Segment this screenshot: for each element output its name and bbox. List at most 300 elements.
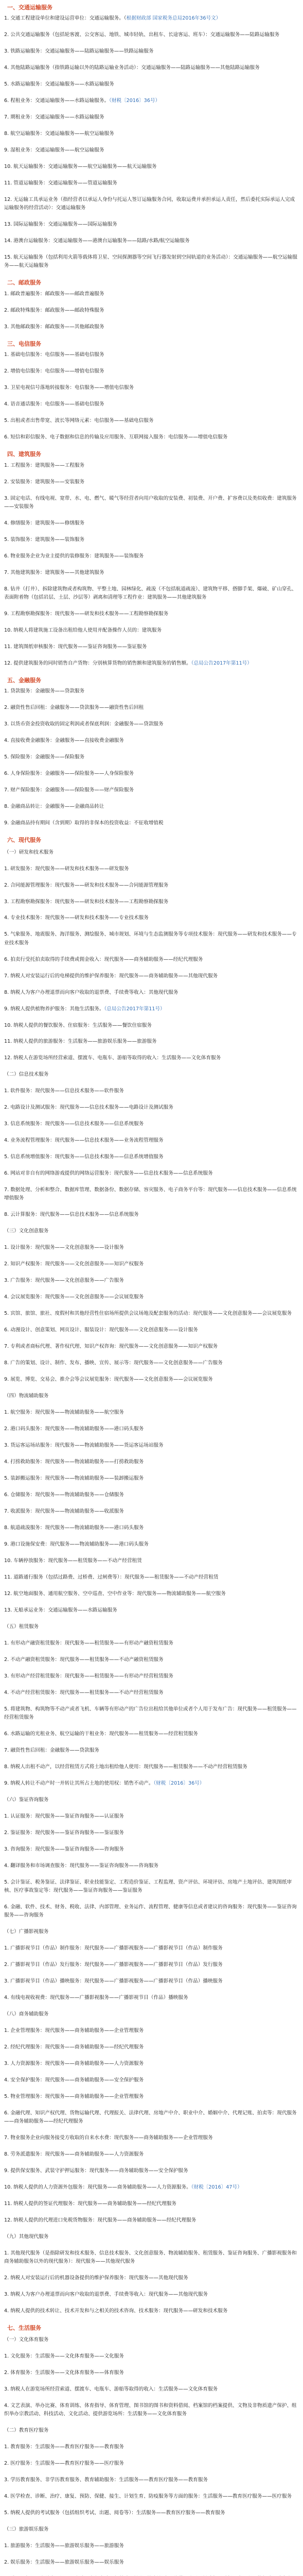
list-item xyxy=(4,659,299,668)
list-item xyxy=(4,1475,299,1483)
list-item xyxy=(4,2542,299,2550)
list-item xyxy=(4,1812,299,1821)
item-text: 1. 邮政普遍服务：邮政服务——邮政普遍服务 xyxy=(4,291,104,297)
item-text: 1. 基础电信服务：电信服务——基础电信服务 xyxy=(4,352,104,358)
list-item xyxy=(4,1491,299,1499)
list-item xyxy=(4,519,299,528)
subsection-heading xyxy=(4,2336,299,2344)
item-text: 9. 展览、博览、交易会、推介会等会议展览服务：现代服务——文化创意服务——会议展览服务 xyxy=(4,1377,213,1383)
item-text: 2. 知识产权服务：现代服务——文化创意服务——知识产权服务 xyxy=(4,1261,144,1267)
list-item xyxy=(4,1277,299,1285)
list-item xyxy=(4,1639,299,1648)
item-text: 9. 提供保安服务、武装守护押运服务：现代服务——商务辅助服务——安全保护服务 xyxy=(4,2168,188,2174)
item-text: （一）研发和技术服务 xyxy=(4,849,54,855)
list-item xyxy=(4,64,299,72)
list-item xyxy=(4,1260,299,1268)
item-text: 3. 有形动产经营租赁服务：现代服务——租赁服务——有形动产经营租赁服务 xyxy=(4,1673,173,1679)
item-text: 2. 医疗服务：生活服务——教育医疗服务——医疗服务 xyxy=(4,2461,124,2467)
item-text: 4. 业务流程管理服务：现代服务——信息技术服务——业务流程管理服务 xyxy=(4,1138,164,1144)
list-item xyxy=(4,323,299,331)
list-item xyxy=(4,704,299,712)
list-item xyxy=(4,1293,299,1301)
item-text: 1. 广播影视节目（作品）制作服务：现代服务——广播影视服务——广播影视节目（作品）制作服务 xyxy=(4,1945,223,1952)
item-text: 9. 湿租业务：交通运输服务——航空运输服务 xyxy=(4,147,104,154)
list-item xyxy=(4,1944,299,1953)
item-text: 4. 有线电视收视费：现代服务——广播影视服务——广播影视节目（作品）播映服务 xyxy=(4,1995,188,2001)
list-item xyxy=(4,179,299,188)
list-item xyxy=(4,1104,299,1112)
item-text: 2. 体育服务：生活服务——文化体育服务——体育服务 xyxy=(4,2370,124,2376)
list-item xyxy=(4,2216,299,2225)
item-text: 6. 动漫设计、创意策划、网页设计、服装设计：现代服务——文化创意服务——设计服务 xyxy=(4,1327,198,1333)
item-text: 13. 国际运输服务：交通运输服务——国际运输服务 xyxy=(4,222,117,228)
item-text: 7. 收派服务：现代服务——物流辅助服务——收派服务 xyxy=(4,1509,124,1515)
item-text: 2. 不动产融资租赁服务：现代服务——租赁服务——不动产融资租赁服务 xyxy=(4,1657,164,1663)
item-text: 2. 安装服务：建筑服务——安装服务 xyxy=(4,479,85,485)
item-text: 4. 安全保护服务：现代服务——商务辅助服务——安全保护服务 xyxy=(4,2077,144,2083)
item-text: 6. 金融、软件、技术、财务、税收、法律、内部管理、业务运作、流程管理、健康等信息或者建议的咨询服务：现代服务——鉴证咨询服务——咨询服务 xyxy=(4,1904,297,1919)
item-text: （六）鉴证咨询服务 xyxy=(4,1797,49,1803)
list-item xyxy=(4,569,299,577)
list-item xyxy=(4,495,299,511)
list-item xyxy=(4,898,299,906)
item-text: 8. 云计算服务：现代服务——信息技术服务——信息系统服务 xyxy=(4,1212,139,1218)
list-item xyxy=(4,2307,299,2315)
list-item xyxy=(4,1689,299,1697)
item-text: 3. 纳税人为客户办理退票而向客户收取的退票费、手续费等收入：现代服务——其他现代服务 xyxy=(4,2292,208,2297)
item-text: 7. 期租业务：交通运输服务——水路运输服务 xyxy=(4,114,104,121)
list-item xyxy=(4,113,299,122)
item-text: 7. 纳税人对安装运行后的电梯提供的维护保养服务：现代服务——商务辅助服务——其他现代服务 xyxy=(4,973,218,979)
list-item xyxy=(4,2369,299,2377)
item-text: 4. 会议展览服务：现代服务——文化创意服务——会议展览服务 xyxy=(4,1294,144,1300)
item-text: 1. 设计服务：现代服务——文化创意服务——设计服务 xyxy=(4,1245,124,1251)
list-item xyxy=(4,1540,299,1549)
list-item xyxy=(4,720,299,728)
subsection-heading xyxy=(4,1227,299,1235)
subsection-heading xyxy=(4,1623,299,1631)
list-item xyxy=(4,2167,299,2175)
item-text: 2. 娱乐服务：生活服务——旅游娱乐服务——娱乐服务 xyxy=(4,2560,124,2566)
item-text: 3. 铁路运输服务：交通运输服务——陆路运输服务——铁路运输服务 xyxy=(4,48,154,55)
list-item xyxy=(4,1211,299,1219)
list-item xyxy=(4,2291,299,2299)
list-item xyxy=(4,47,299,56)
item-text: 10. 纳税人提供的餐饮服务、住宿服务：生活服务——餐饮住宿服务 xyxy=(4,1022,152,1028)
subsection-heading xyxy=(4,1392,299,1400)
section-title: 五、金融服务 xyxy=(7,676,41,684)
item-text: 2. 纳税人对安装运行后的机器设备提供的维护保养服务：现代服务——其他现代服务 xyxy=(4,2275,188,2281)
subsection-heading xyxy=(4,2010,299,2019)
list-item xyxy=(4,14,299,23)
list-item xyxy=(4,1376,299,1384)
list-item xyxy=(4,2076,299,2084)
section-title: 三、电信服务 xyxy=(7,340,41,347)
item-text: 2. 经纪代理服务：现代服务——商务辅助服务——经纪代理服务 xyxy=(4,2044,144,2050)
item-text: 9. 金融商品持有期间（含到期）取得的非保本的投资收益：不征收增值税 xyxy=(4,820,164,826)
item-text: 8. 航道疏浚服务：现代服务——物流辅助服务——港口码头服务 xyxy=(4,1525,144,1531)
item-text: 8. 钻井（打井）、拆除建筑物或者构筑物、平整土地、园林绿化、疏浚（不包括航道疏浚）、建筑物平移、搭脚手架、爆破、矿山穿孔、表面附着物（包括岩层、土层、沙层等）剥离和清理等工程作业：建筑服务——其他建筑服务 xyxy=(4,586,297,600)
item-text: 4. 其他陆路运输服务（指铁路运输以外的陆路运输业务活动）：交通运输服务——陆路运输服务——其他陆路运输服务 xyxy=(4,65,260,71)
item-text: 10. 纳税人将建筑施工设备出租给他人使用并配备操作人员的：建筑服务 xyxy=(4,627,162,633)
item-text: 6. 拍卖行受托拍卖取得的手续费或佣金收入：现代服务——商务辅助服务——经纪代理服务 xyxy=(4,956,203,962)
list-item xyxy=(4,2093,299,2101)
list-item xyxy=(4,2509,299,2517)
item-text: 11. 管道运输服务：交通运输服务——管道运输服务 xyxy=(4,180,117,187)
list-item xyxy=(4,1022,299,1030)
list-item xyxy=(4,1994,299,2002)
list-item xyxy=(4,914,299,922)
list-item xyxy=(4,146,299,155)
list-item xyxy=(4,552,299,561)
list-item xyxy=(4,1153,299,1161)
list-item xyxy=(4,2150,299,2159)
list-item xyxy=(4,1409,299,1417)
list-item xyxy=(4,972,299,980)
section-title: 七、生活服务 xyxy=(7,2324,41,2331)
item-text: 8. 航空运输服务：交通运输服务——航空运输服务 xyxy=(4,131,114,137)
list-item xyxy=(4,31,299,39)
item-text: （七）广播影视服务 xyxy=(4,1929,49,1935)
list-item xyxy=(4,97,299,105)
list-item xyxy=(4,585,299,602)
item-text: 7. 其他建筑服务：建筑服务——其他建筑服务 xyxy=(4,569,104,575)
item-text: 4. 纳税人提供的技术转让、技术开发和与之相关的技术咨询、技术服务：现代服务——研发和技术服务 xyxy=(4,2308,228,2314)
list-item xyxy=(4,221,299,229)
item-text: 7. 融资性售后回租：金融服务——贷款服务 xyxy=(4,1748,99,1754)
list-item xyxy=(4,1730,299,1738)
list-item xyxy=(4,1359,299,1367)
list-item xyxy=(4,536,299,544)
list-item xyxy=(4,819,299,827)
item-text: 6. 水路运输的光租业务、航空运输的干租业务：现代服务——租赁服务——经营租赁服务 xyxy=(4,1731,198,1737)
list-item xyxy=(4,2402,299,2418)
list-item xyxy=(4,1845,299,1854)
item-text: 4. 专业技术服务：现代服务——研发和技术服务——专业技术服务 xyxy=(4,915,149,921)
item-text: 5. 水路运输服务：交通运输服务——水路运输服务 xyxy=(4,81,114,88)
list-item xyxy=(4,163,299,171)
list-item xyxy=(4,1590,299,1598)
item-text: 2. 合同能源管理服务：现代服务——研发和技术服务——合同能源管理服务 xyxy=(4,882,169,888)
list-item xyxy=(4,1878,299,1895)
list-item xyxy=(4,1862,299,1870)
list-item xyxy=(4,1524,299,1532)
list-item xyxy=(4,1903,299,1920)
list-item xyxy=(4,1507,299,1516)
item-text: 8. 纳税人为客户办理退票而向客户收取的退票费、手续费等收入：其他现代服务 xyxy=(4,989,179,995)
item-text: 6. 物业服务企业为业主提供的装修服务：建筑服务——装饰服务 xyxy=(4,553,144,559)
list-item xyxy=(4,462,299,470)
list-item xyxy=(4,1763,299,1771)
item-text: 14. 港澳台运输服务：交通运输服务——港澳台运输服务——陆路/水路/航空运输服务 xyxy=(4,238,190,244)
item-text: 12. 无运输工具承运业务（指经营者以承运人身份与托运人签订运输服务合同，收取运费并承担承运人责任，然后委托实际承运人完成运输服务的经营活动）：交通运输服务 xyxy=(4,197,295,211)
item-text: 11. 纳税人提供的签证代理服务：现代服务——商务辅助服务——经纪代理服务 xyxy=(4,2200,176,2207)
subsection-heading xyxy=(4,1796,299,1804)
item-text: 1. 认证服务：现代服务——鉴证咨询服务——认证服务 xyxy=(4,1813,124,1819)
list-item xyxy=(4,1120,299,1128)
item-text: 3. 工程勘察勘探服务：现代服务——研发和技术服务——工程勘察勘探服务 xyxy=(4,899,169,905)
list-item xyxy=(4,80,299,89)
source-note: （财税〔2016〕36号） xyxy=(153,1781,205,1787)
list-item xyxy=(4,2200,299,2208)
item-text: 5. 装卸搬运服务：现代服务——物流辅助服务——装卸搬运服务 xyxy=(4,1476,144,1482)
item-text: 4. 翻译服务和市场调查服务：现代服务——鉴证咨询服务——咨询服务 xyxy=(4,1862,159,1869)
item-text: 8. 劳务派遣服务：现代服务——商务辅助服务——人力资源服务 xyxy=(4,2151,144,2158)
section xyxy=(4,3,299,270)
item-text: 12. 提供建筑服务的同时销售自产货物：分别核算货物的销售额和建筑服务的销售额。 xyxy=(4,660,191,666)
list-item xyxy=(4,1137,299,1145)
item-text: 9. 纳税人提供植物养护服务：其他生活服务。 xyxy=(4,1006,104,1012)
item-text: 3. 咨询服务：现代服务——鉴证咨询服务——咨询服务 xyxy=(4,1846,124,1852)
list-item xyxy=(4,130,299,138)
item-text: 5. 宾馆、旅馆、旅社、度假村和其他经营性住宿场所提供会议场地及配套服务的活动：现代服务——文化创意服务——会议展览服务 xyxy=(4,1311,292,1317)
list-item xyxy=(4,2558,299,2567)
item-text: 1. 贷款服务：金融服务——贷款服务 xyxy=(4,688,85,694)
list-item xyxy=(4,1425,299,1433)
list-item xyxy=(4,1977,299,1986)
list-item xyxy=(4,2183,299,2192)
item-text: 3. 学历教育服务、非学历教育服务、教育辅助服务：生活服务——教育医疗服务——教育服务 xyxy=(4,2477,208,2483)
list-item xyxy=(4,786,299,794)
item-text: 5. 纳税人提供的考试服务（包括组织考试、出题、阅卷等）：生活服务——教育医疗服务——教育服务 xyxy=(4,2510,225,2516)
item-text: 12. 纳税人提供的代理进口免税货物服务：现代服务——商务辅助服务——经纪代理服务 xyxy=(4,2217,197,2223)
item-text: 12. 航空地面服务、通用航空服务、空中巡查、空中作业等：现代服务——物流辅助服务——航空服务 xyxy=(4,1591,226,1597)
subsection-heading xyxy=(4,1071,299,1079)
item-text: 4. 打捞救助服务：现代服务——物流辅助服务——打捞救助服务 xyxy=(4,1459,144,1465)
list-item xyxy=(4,1326,299,1334)
list-item xyxy=(4,1005,299,1013)
list-item xyxy=(4,478,299,486)
item-text: 4. 直接收费金融服务：金融服务——直接收费金融服务 xyxy=(4,738,124,744)
item-text: （二）教育医疗服务 xyxy=(4,2428,49,2434)
item-text: 11. 纳税人提供的旅游服务：生活服务——旅游娱乐服务——旅游服务 xyxy=(4,1039,157,1045)
item-text: 3. 以货币资金投资收取的固定利润或者保底利润：金融服务——贷款服务 xyxy=(4,721,164,727)
list-item xyxy=(4,737,299,745)
item-text: （八）商务辅助服务 xyxy=(4,2011,49,2018)
list-item xyxy=(4,2274,299,2282)
item-text: 2. 广播影视节目（作品）发行服务：现代服务——广播影视服务——广播影视节目（作品）发行服务 xyxy=(4,1962,223,1968)
list-item xyxy=(4,1038,299,1046)
item-text: 3. 其他邮政服务：邮政服务——其他邮政服务 xyxy=(4,324,104,330)
list-item xyxy=(4,2443,299,2451)
list-item xyxy=(4,367,299,376)
subsection-heading xyxy=(4,1928,299,1936)
list-item xyxy=(4,1557,299,1565)
item-text: 5. 保险服务：金融服务——保险服务 xyxy=(4,754,85,760)
item-text: 6. 程租业务：交通运输服务——水路运输服务。 xyxy=(4,98,110,104)
item-text: 6. 仓储服务：现代服务——物流辅助服务——仓储服务 xyxy=(4,1492,124,1498)
list-item xyxy=(4,1780,299,1788)
item-text: 1. 交通工程建设单位和建设运营单位：交通运输服务。（ xyxy=(4,15,127,22)
item-text: 2. 港口码头服务：现代服务——物流辅助服务——港口码头服务 xyxy=(4,1426,144,1432)
item-text: 2. 电路设计及测试服务：现代服务——信息技术服务——电路设计及测试服务 xyxy=(4,1105,173,1111)
list-item xyxy=(4,237,299,245)
list-item xyxy=(4,803,299,811)
list-item xyxy=(4,1606,299,1615)
list-item xyxy=(4,1656,299,1664)
item-text: 6. 人身保险服务：金融服务——保险服务——人身保险服务 xyxy=(4,771,134,777)
item-text: （九）其他现代服务 xyxy=(4,2233,49,2240)
item-text: 4. 医学检查、诊断、治疗、康复、预防、保健、接生、计划生育、防疫服务等方面的服务：生活服务——教育医疗服务——医疗服务 xyxy=(4,2494,292,2500)
list-item xyxy=(4,307,299,315)
list-item xyxy=(4,610,299,618)
item-text: 1. 其他现代服务（是指除研发和技术服务、信息技术服务、文化创意服务、物流辅助服务、租赁服务、鉴证咨询服务、广播影视服务和商务辅助服务以外的现代服务）：现代服务——其他现代服务 xyxy=(4,2250,297,2265)
section-title: 一、交通运输服务 xyxy=(7,4,52,11)
list-item xyxy=(4,770,299,778)
list-item xyxy=(4,400,299,409)
section xyxy=(4,836,299,2315)
source-note: （总局公告2017年第11号） xyxy=(104,1006,165,1012)
source-note: 根据财政部 国家税务总局2016年36号文） xyxy=(126,15,221,22)
source-note: （总局公告2017年第11号） xyxy=(191,660,252,666)
item-text: （三）文化创意服务 xyxy=(4,1228,49,1234)
item-text: 3. 广告服务：现代服务——文化创意服务——广告服务 xyxy=(4,1278,124,1284)
list-item xyxy=(4,1705,299,1722)
subsection-heading xyxy=(4,2233,299,2241)
section-title: 六、现代服务 xyxy=(7,837,41,844)
item-text: 5. 气象服务、地震服务、海洋服务、测绘服务、城市规划、环境与生态监测服务等专项技术服务：现代服务——研发和技术服务——专业技术服务 xyxy=(4,931,297,946)
list-item xyxy=(4,882,299,890)
item-text: 7. 数据处理、分析和整合、数据库管理、数据备份、数据存储、容灾服务、电子商务平台等：现代服务——信息技术服务——信息系统增值服务 xyxy=(4,1187,297,1201)
section xyxy=(4,278,299,331)
item-text: 7. 物业服务企业向服务接受方收取的自来水水费：现代服务——商务辅助服务——企业管理服务 xyxy=(4,2135,213,2141)
section xyxy=(4,676,299,827)
item-text: 2. 增值电信服务：电信服务——增值电信服务 xyxy=(4,368,104,375)
section-title: 四、建筑服务 xyxy=(7,451,41,458)
item-text: 2. 公共交通运输服务（包括轮客渡、公交客运、地铁、城市轻轨、出租车、长途客运、班车）：交通运输服务——陆路运输服务 xyxy=(4,32,280,38)
item-text: 1. 教育服务：生活服务——教育医疗服务——教育服务 xyxy=(4,2444,124,2450)
item-text: 1. 企业管理服务：现代服务——商务辅助服务——企业管理服务 xyxy=(4,2028,144,2034)
item-text: 1. 研发服务：现代服务——研发和技术服务——研发服务 xyxy=(4,866,129,872)
item-text: 1. 工程服务：建筑服务——工程服务 xyxy=(4,462,85,468)
item-text: 3. 广播影视节目（作品）播映服务：现代服务——广播影视服务——广播影视节目（作品）播映服务 xyxy=(4,1978,223,1985)
list-item xyxy=(4,643,299,651)
source-note: （财税〔2016〕47号） xyxy=(191,2184,242,2190)
list-item xyxy=(4,1747,299,1755)
item-text: 8. 纳税人出租不动产，以经营租赁方式将土地出租给他人使用：现代服务——租赁服务——不动产经营租赁服务 xyxy=(4,1764,247,1770)
item-text: 4. 语音通话服务：电信服务——基础电信服务 xyxy=(4,401,104,408)
list-item xyxy=(4,417,299,425)
item-text: 5. 装饰服务：建筑服务——装饰服务 xyxy=(4,536,85,543)
list-item xyxy=(4,2352,299,2361)
list-item xyxy=(4,687,299,696)
item-text: 1. 有形动产融资租赁服务：现代服务——租赁服务——有形动产融资租赁服务 xyxy=(4,1640,173,1647)
item-text: （五）租赁服务 xyxy=(4,1624,39,1630)
list-item xyxy=(4,2043,299,2052)
item-text: 8. 金融商品转让：金融服务——金融商品转让 xyxy=(4,804,104,810)
list-item xyxy=(4,1310,299,1318)
item-text: 8. 广告的策划、设计、制作、发布、播映、宣传、展示等：现代服务——文化创意服务——广告服务 xyxy=(4,1360,223,1366)
item-text: 3. 信息系统服务：现代服务——信息技术服务——信息系统服务 xyxy=(4,1121,144,1127)
section-title: 二、邮政服务 xyxy=(7,279,41,286)
item-text: 6. 金融代理、知识产权代理、货物运输代理、代理报关、法律代理、房地产中介、职业中介、婚姻中介、代理记账、拍卖等：现代服务——商务辅助服务——经纪代理服务 xyxy=(4,2110,297,2125)
list-item xyxy=(4,2109,299,2126)
item-text: 4. 文艺表演、举办比赛、体育训练、体育指导、体育管理、图书馆的图书和资料借阅、档案馆的档案提供、文物及非物质遗产保护、组织举办宗教活动、科技活动、文化活动、提供游览场所：生活服务——文化体育服务 xyxy=(4,2403,297,2417)
list-item xyxy=(4,1961,299,1969)
list-item xyxy=(4,196,299,212)
item-text: 5. 将建筑物、构筑物等不动产或者飞机、车辆等有形动产的广告位出租给其他单位或者个人用于发布广告：现代服务——租赁服务——经营租赁服务 xyxy=(4,1706,297,1721)
item-text: 3. 固定电话、有线电视、宽带、水、电、燃气、暖气等经营者向用户收取的安装费、初装费、开户费、扩容费以及类似收费：建筑服务——安装服务 xyxy=(4,495,297,510)
item-text: 13. 无船承运业务：交通运输服务——水路运输服务 xyxy=(4,1607,117,1614)
list-item xyxy=(4,1087,299,1095)
list-item xyxy=(4,753,299,761)
item-text: 4. 修缮服务：建筑服务——修缮服务 xyxy=(4,520,85,526)
item-text: 6. 短信和彩信服务、电子数据和信息的传输及应用服务、互联网接入服务：电信服务——增值电信服务 xyxy=(4,434,228,440)
item-text: 7. 财产保险服务：金融服务——保险服务——财产保险服务 xyxy=(4,787,134,793)
item-text: 3. 货运客运场站服务：现代服务——物流辅助服务——货运客运场站服务 xyxy=(4,1443,164,1449)
list-item xyxy=(4,1573,299,1582)
item-text: 1. 旅游服务：生活服务——旅游娱乐服务——旅游服务 xyxy=(4,2543,124,2549)
list-item xyxy=(4,2493,299,2501)
item-text: 6. 网站对非自有的网络游戏提供的网络运营服务：现代服务——信息技术服务——信息系统服务 xyxy=(4,1171,213,1177)
list-item xyxy=(4,989,299,997)
item-text: 3. 卫星电视信号落地转接服务：电信服务——增值电信服务 xyxy=(4,385,134,391)
subsection-heading xyxy=(4,849,299,857)
list-item xyxy=(4,2027,299,2035)
item-text: 5. 信息系统增值服务：现代服务——信息技术服务——信息系统增值服务 xyxy=(4,1154,164,1160)
list-item xyxy=(4,1244,299,1252)
subsection-heading xyxy=(4,2427,299,2435)
item-text: 5. 物业管理服务：现代服务——商务辅助服务——企业管理服务 xyxy=(4,2093,144,2099)
list-item xyxy=(4,384,299,392)
item-text: 15. 航天运输服务（包括利用火箭等载体将卫星、空间探测器等空间飞行器发射到空间轨道的业务活动）：交通运输服务——航空运输服务——航天运输服务 xyxy=(4,255,297,269)
list-item xyxy=(4,351,299,359)
item-text: 3. 人力资源服务：现代服务——商务辅助服务——人力资源服务 xyxy=(4,2060,144,2066)
item-text: （四）物流辅助服务 xyxy=(4,1393,49,1399)
item-text: （三）旅游娱乐服务 xyxy=(4,2527,49,2533)
item-text: 9. 港口设施保安费：现代服务——物流辅助服务——港口码头服务 xyxy=(4,1541,149,1548)
list-item xyxy=(4,865,299,873)
section xyxy=(4,2324,299,2576)
item-text: 5. 出租或者出售带宽、波长等网络元素：电信服务——基础电信服务 xyxy=(4,418,154,424)
list-item xyxy=(4,1672,299,1681)
list-item xyxy=(4,1186,299,1202)
item-text: 10. 车辆停放服务：现代服务——租赁服务——不动产经营租赁 xyxy=(4,1558,142,1564)
source-note: （财税〔2016〕36号） xyxy=(109,98,161,104)
section xyxy=(4,450,299,668)
item-text: 7. 专利或者商标代理、著作权代理、知识产权咨询：现代服务——文化创意服务——知识产权服务 xyxy=(4,1344,218,1350)
item-text: 3. 纳税人在游览场所经营索道、摆渡车、电瓶车、游船等取得的收入：生活服务——文化体育服务 xyxy=(4,2386,218,2393)
list-item xyxy=(4,1458,299,1466)
item-text: 11. 道路通行服务（包括过路费、过桥费、过闸费等）：现代服务——租赁服务——不动产经营租赁 xyxy=(4,1574,219,1581)
list-item xyxy=(4,433,299,442)
list-item xyxy=(4,1343,299,1351)
item-text: （二）信息技术服务 xyxy=(4,1072,49,1078)
list-item xyxy=(4,626,299,635)
item-text: 2. 融资性售后回租：金融服务——贷款服务——融资性售后回租 xyxy=(4,705,144,711)
item-text: 10. 航天运输服务：交通运输服务——航空运输服务——航天运输服务 xyxy=(4,164,157,170)
item-text: 9. 纳税人转让不动产时一并转让其所占土地的使用权：销售不动产。 xyxy=(4,1781,154,1787)
item-text: 1. 文化服务：生活服务——文化体育服务——文化服务 xyxy=(4,2353,124,2360)
list-item xyxy=(4,2249,299,2266)
item-text: 11. 建筑图纸审核服务：现代服务——鉴证咨询服务——鉴证服务 xyxy=(4,643,147,650)
list-item xyxy=(4,930,299,947)
item-text: （一）文化体育服务 xyxy=(4,2337,49,2343)
item-text: 5. 会计鉴证、税务鉴证、法律鉴证、职业技能鉴定、工程造价鉴证、工程监理、资产评估、环境评估、房地产土地评估、建筑图纸审核、医疗事故鉴定等：现代服务——鉴证咨询服务——鉴证服务 xyxy=(4,1879,292,1894)
item-text: 12. 纳税人在游览场所经营索道、摆渡车、电瓶车、游船等取得的收入：生活服务——文化体育服务 xyxy=(4,1055,221,1061)
item-text: 4. 不动产经营租赁服务：现代服务——租赁服务——不动产经营租赁服务 xyxy=(4,1689,164,1696)
list-item xyxy=(4,1442,299,1450)
list-item xyxy=(4,290,299,298)
list-item xyxy=(4,253,299,270)
item-text: 1. 软件服务：现代服务——信息技术服务——软件服务 xyxy=(4,1088,124,1094)
list-item xyxy=(4,2134,299,2142)
item-text: 10. 纳税人提供的人力资源外包服务：现代服务——商务辅助服务——人力资源服务。 xyxy=(4,2184,191,2190)
item-text: 9. 工程勘察勘探服务：现代服务——研发和技术服务——工程勘察勘探服务 xyxy=(4,611,169,617)
section xyxy=(4,340,299,442)
list-item xyxy=(4,2460,299,2468)
list-item xyxy=(4,1170,299,1178)
